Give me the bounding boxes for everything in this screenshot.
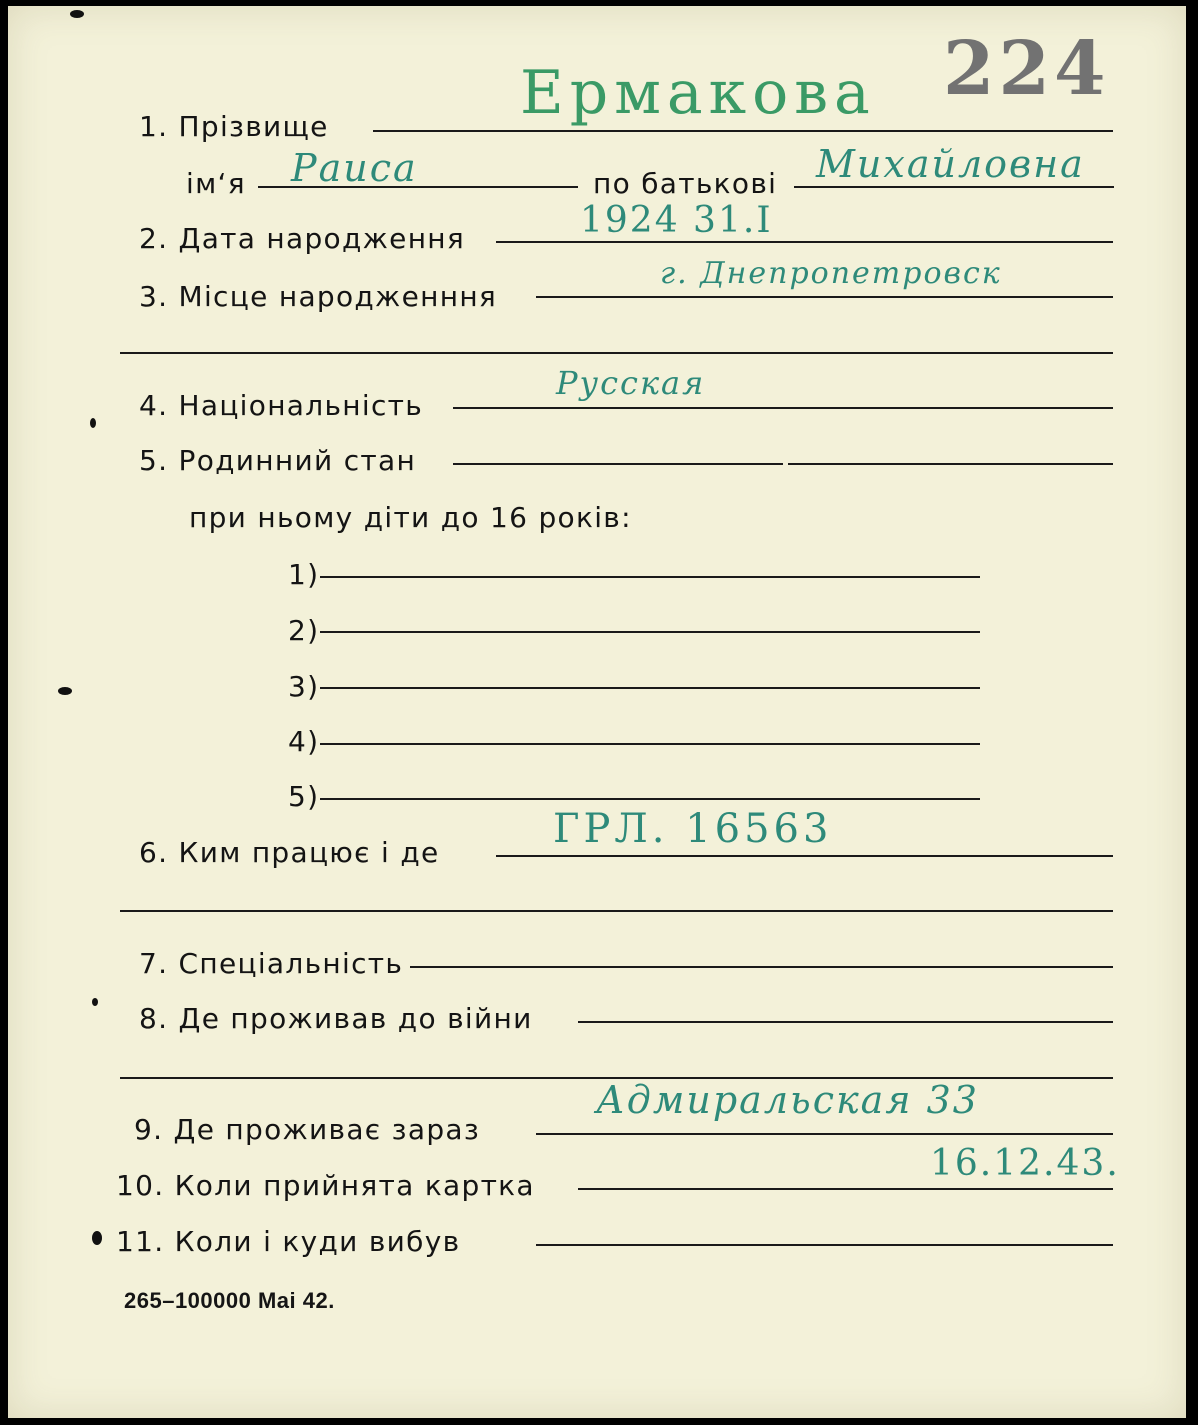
birth-place-line [536, 296, 1113, 298]
margin-mark [92, 1231, 102, 1245]
birth-date-line [496, 241, 1113, 243]
specialty-label: 7. Спеціальність [139, 947, 404, 980]
nationality-label: 4. Національність [139, 389, 424, 422]
card-date-line [578, 1188, 1113, 1190]
child-5-line [320, 798, 980, 800]
child-1-label: 1) [288, 558, 320, 591]
marital-line-a [453, 463, 783, 465]
birth-date-label: 2. Дата народження [139, 222, 466, 255]
birth-place-label: 3. Місце народженння [139, 280, 498, 313]
margin-mark [90, 418, 96, 428]
card-date-label: 10. Коли прийнята картка [116, 1169, 535, 1202]
work-line [496, 855, 1113, 857]
child-4-line [320, 743, 980, 745]
birth-place-extra-line [120, 352, 1113, 354]
child-2-line [320, 631, 980, 633]
patronymic-label: по батькові [593, 167, 778, 200]
birth-date-entry: 1924 31.I [580, 200, 773, 241]
patronymic-entry: Михайловна [816, 142, 1085, 186]
work-extra-line [120, 910, 1113, 912]
child-1-line [320, 576, 980, 578]
work-entry: ГРЛ. 16563 [553, 806, 833, 852]
child-3-line [320, 687, 980, 689]
surname-line [373, 130, 1113, 132]
departure-label: 11. Коли і куди вибув [116, 1225, 461, 1258]
name-label: ім‘я [186, 167, 246, 200]
record-number: 224 [943, 26, 1110, 112]
nationality-entry: Русская [556, 364, 706, 402]
child-5-label: 5) [288, 780, 320, 813]
punch-hole [58, 687, 72, 695]
surname-entry: Ермакова [520, 58, 876, 128]
card-date-entry: 16.12.43. [930, 1143, 1120, 1184]
punch-hole [70, 10, 84, 18]
specialty-line [410, 966, 1113, 968]
marital-label: 5. Родинний стан [139, 444, 417, 477]
child-3-label: 3) [288, 670, 320, 703]
child-2-label: 2) [288, 614, 320, 647]
name-entry: Раиса [291, 146, 418, 190]
patronymic-line [794, 186, 1114, 188]
child-4-label: 4) [288, 725, 320, 758]
surname-label: 1. Прізвище [139, 110, 329, 143]
current-address-line [536, 1133, 1113, 1135]
margin-mark [92, 998, 98, 1006]
children-label: при ньому діти до 16 років: [189, 501, 632, 534]
departure-line [536, 1244, 1113, 1246]
registration-card [8, 6, 1186, 1418]
prewar-line [578, 1021, 1113, 1023]
nationality-line [453, 407, 1113, 409]
work-label: 6. Ким працює і де [139, 836, 440, 869]
current-address-entry: Адмиральская 33 [596, 1078, 979, 1122]
marital-line-b [788, 463, 1113, 465]
birth-place-entry: г. Днепропетровск [660, 256, 1002, 291]
print-imprint: 265–100000 Mai 42. [124, 1288, 335, 1313]
prewar-label: 8. Де проживав до війни [139, 1002, 533, 1035]
current-address-label: 9. Де проживає зараз [134, 1113, 481, 1146]
